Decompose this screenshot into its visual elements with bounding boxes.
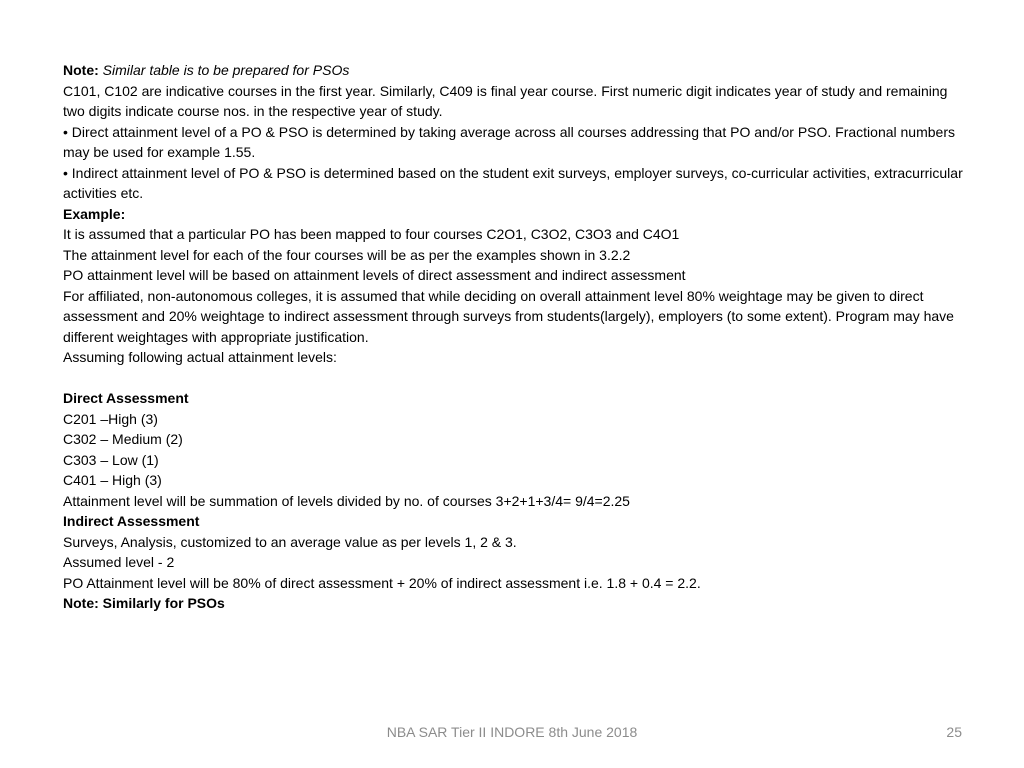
intro-paragraph: C101, C102 are indicative courses in the first year. Similarly, C409 is final year course. First numeric digit indicates year of study and remaining two digits indicate course nos. in the respective year of study. — [63, 82, 948, 119]
indirect-assessment-line: PO Attainment level will be 80% of direct assessment + 20% of indirect assessment i.e. 1.8 + 0.4 = 2.2. — [63, 574, 701, 591]
bullet-icon: • — [63, 164, 68, 181]
page-number: 25 — [946, 724, 962, 740]
indirect-assessment-line: Surveys, Analysis, customized to an average value as per levels 1, 2 & 3. — [63, 533, 517, 550]
direct-assessment-item: C201 –High (3) — [63, 410, 158, 427]
bullet-item — [63, 122, 973, 163]
closing-note: Note: Similarly for PSOs — [63, 595, 225, 611]
indirect-assessment-line: Assumed level - 2 — [63, 554, 175, 570]
direct-assessment-summary: Attainment level will be summation of levels divided by no. of courses 3+2+1+3/4= 9/4=2.25 — [63, 492, 630, 509]
direct-assessment-item: C303 – Low (1) — [63, 451, 159, 468]
direct-assessment-item: C401 – High (3) — [63, 472, 162, 488]
note-label: Note: — [63, 62, 99, 78]
example-line: PO attainment level will be based on attainment levels of direct assessment and indirect assessment — [63, 267, 686, 283]
bullet-text: Direct attainment level of a PO & PSO is determined by taking average across all courses addressing that PO and/or PSO. Fractional numbers may be used for example 1.55. — [63, 123, 955, 160]
note-text: Similar table is to be prepared for PSOs — [102, 62, 350, 78]
example-heading: Example: — [63, 205, 126, 222]
direct-assessment-heading: Direct Assessment — [63, 390, 189, 406]
direct-assessment-item: C302 – Medium (2) — [63, 431, 183, 447]
bullet-item — [63, 163, 973, 204]
example-line: The attainment level for each of the four courses will be as per the examples shown in 3.2.2 — [63, 246, 631, 263]
example-line: Assuming following actual attainment levels: — [63, 349, 337, 365]
bullet-text: Indirect attainment level of PO & PSO is determined based on the student exit surveys, employer surveys, co-curricular activities, extracurricular activities etc. — [63, 164, 963, 201]
slide-content — [63, 60, 973, 614]
example-line: It is assumed that a particular PO has been mapped to four courses C2O1, C3O2, C3O3 and C4O1 — [63, 226, 680, 242]
example-line: For affiliated, non-autonomous colleges, it is assumed that while deciding on overall attainment level 80% weightage may be given to direct assessment and 20% weightage to indirect assessment through surveys from students(largely), employers (to some extent). Program may have different weightages with appropriate justification. — [63, 287, 954, 345]
bullet-icon: • — [63, 123, 68, 140]
note-line — [63, 60, 973, 81]
blank-line — [63, 368, 973, 389]
footer-text: NBA SAR Tier II INDORE 8th June 2018 — [386, 724, 638, 740]
indirect-assessment-heading: Indirect Assessment — [63, 513, 200, 529]
